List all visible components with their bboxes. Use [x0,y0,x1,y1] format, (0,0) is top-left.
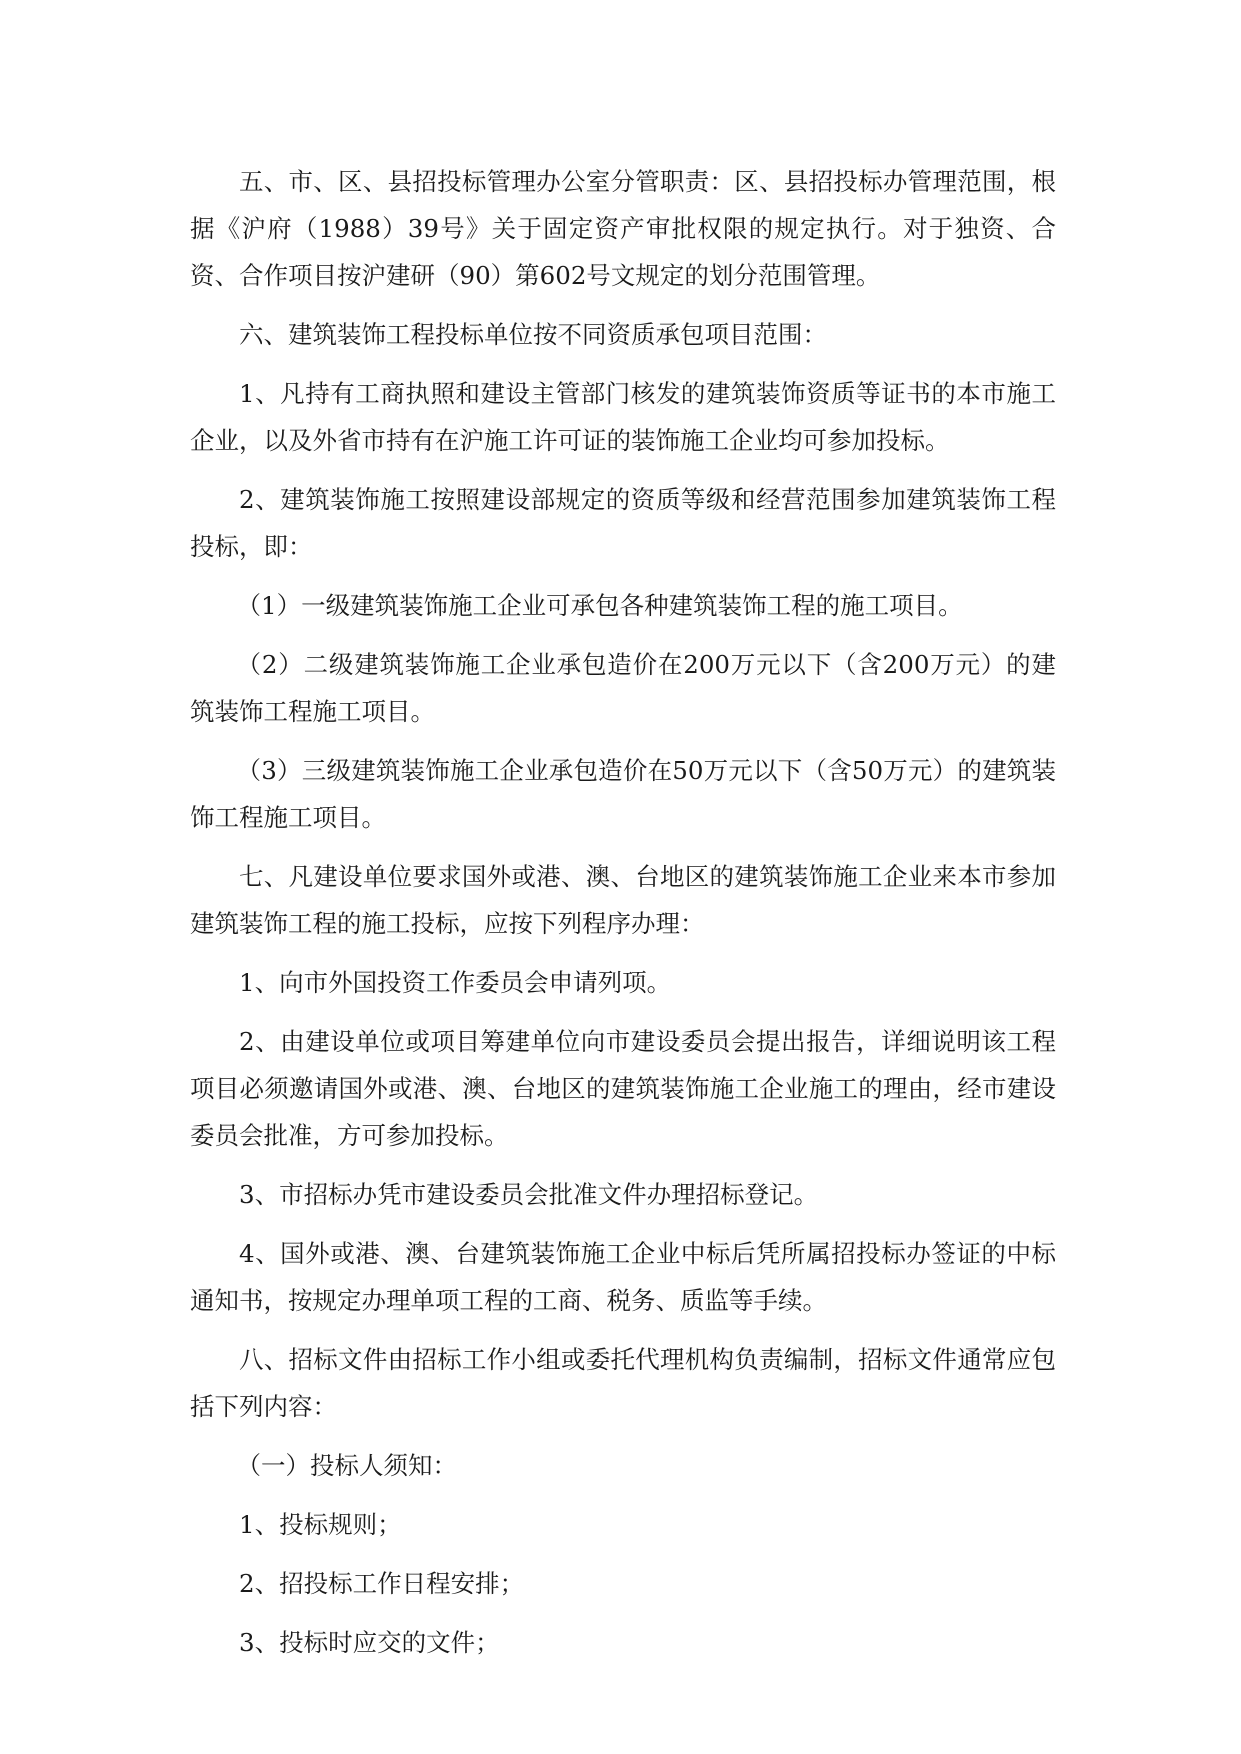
paragraph-7-item-1: 1、向市外国投资工作委员会申请列项。 [239,968,672,997]
paragraph-7-item-3: 3、市招标办凭市建设委员会批准文件办理招标登记。 [239,1180,819,1209]
paragraph-8-item-3: 3、投标时应交的文件； [239,1628,500,1657]
paragraph-6-item-1: 1、凡持有工商执照和建设主管部门核发的建筑装饰资质等证书的本市施工企业，以及外省市持有在沪施工许可证的装饰施工企业均可参加投标。 [190,379,1056,455]
paragraph-grade-3: （3）三级建筑装饰施工企业承包造价在50万元以下（含50万元）的建筑装饰工程施工项目。 [190,756,1056,832]
paragraph-8-item-2: 2、招投标工作日程安排； [239,1569,525,1598]
paragraph-section-5: 五、市、区、县招投标管理办公室分管职责：区、县招投标办管理范围，根据《沪府（1988）39号》关于固定资产审批权限的规定执行。对于独资、合资、合作项目按沪建研（90）第602号文规定的划分范围管理。 [190,167,1056,290]
paragraph-6-item-2: 2、建筑装饰施工按照建设部规定的资质等级和经营范围参加建筑装饰工程投标，即： [190,485,1056,561]
paragraph-8-item-1: 1、投标规则； [239,1510,402,1539]
paragraph-section-8: 八、招标文件由招标工作小组或委托代理机构负责编制，招标文件通常应包括下列内容： [190,1345,1056,1421]
document-body [190,158,1056,1678]
paragraph-section-6: 六、建筑装饰工程投标单位按不同资质承包项目范围： [239,320,827,349]
paragraph-section-7: 七、凡建设单位要求国外或港、澳、台地区的建筑装饰施工企业来本市参加建筑装饰工程的施工投标，应按下列程序办理： [190,862,1056,938]
paragraph-grade-1: （1）一级建筑装饰施工企业可承包各种建筑装饰工程的施工项目。 [236,591,963,620]
paragraph-grade-2: （2）二级建筑装饰施工企业承包造价在200万元以下（含200万元）的建筑装饰工程施工项目。 [190,650,1056,726]
paragraph-8-subsection-1: （一）投标人须知： [236,1451,458,1480]
paragraph-7-item-4: 4、国外或港、澳、台建筑装饰施工企业中标后凭所属招投标办签证的中标通知书，按规定办理单项工程的工商、税务、质监等手续。 [190,1239,1056,1315]
paragraph-7-item-2: 2、由建设单位或项目筹建单位向市建设委员会提出报告，详细说明该工程项目必须邀请国外或港、澳、台地区的建筑装饰施工企业施工的理由，经市建设委员会批准，方可参加投标。 [190,1027,1056,1150]
